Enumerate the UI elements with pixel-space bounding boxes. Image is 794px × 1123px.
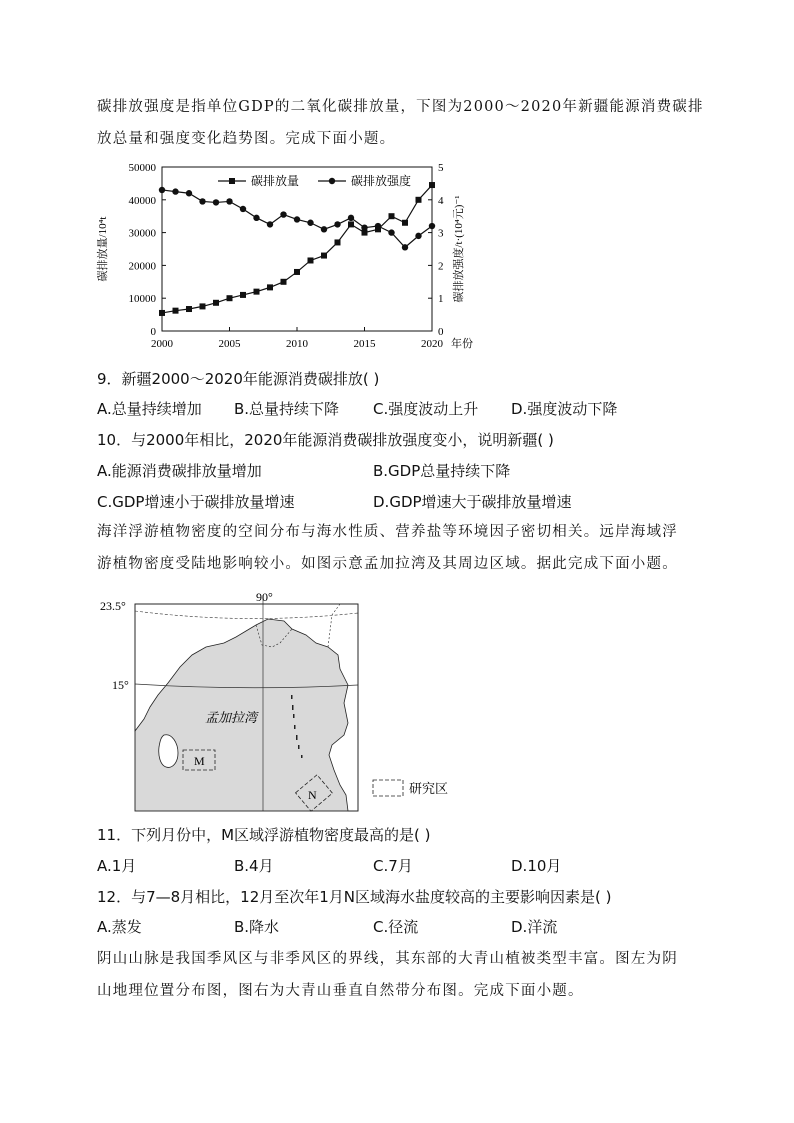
question-11-stem: 11．下列月份中，M区域浮游植物密度最高的是( ) [97, 826, 431, 844]
left-tick-label: 0 [150, 326, 156, 338]
carbon-emission-chart [90, 155, 490, 360]
question-12-option-c[interactable]: C.径流 [373, 918, 419, 936]
emission-point [200, 303, 206, 309]
x-tick-label: 2020 [421, 338, 443, 350]
intensity-point [280, 211, 286, 217]
question-12-option-b[interactable]: B.降水 [234, 918, 280, 936]
intensity-point [334, 221, 340, 227]
intro-paragraph-2-line-2: 游植物密度受陆地影响较小。如图示意孟加拉湾及其周边区域。据此完成下面小题。 [97, 556, 678, 572]
question-11-option-d[interactable]: D.10月 [511, 857, 562, 875]
intensity-point [159, 187, 165, 193]
intensity-point [186, 190, 192, 196]
emission-point [416, 197, 422, 203]
left-tick-label: 20000 [128, 260, 156, 273]
emission-point [335, 239, 341, 245]
legend-symbol [373, 780, 403, 796]
left-tick-label: 10000 [128, 293, 156, 306]
right-tick-label: 1 [438, 293, 444, 306]
emission-point [389, 213, 395, 219]
emission-point [294, 269, 300, 275]
emission-point [429, 182, 435, 188]
intensity-point [213, 199, 219, 205]
intro-paragraph-1-line-1: 碳排放强度是指单位GDP的二氧化碳排放量，下图为2000～2020年新疆能源消费碳排 [97, 99, 704, 115]
legend-marker-circle [329, 178, 335, 184]
intensity-point [348, 215, 354, 221]
intro-paragraph-2-line-1: 海洋浮游植物密度的空间分布与海水性质、营养盐等环境因子密切相关。远岸海域浮 [97, 524, 678, 540]
x-tick-label: 2010 [286, 338, 308, 350]
x-tick-label: 2015 [353, 338, 376, 350]
emission-point [213, 300, 219, 306]
legend-label-1: 碳排放量 [251, 174, 300, 188]
intensity-point [361, 224, 367, 230]
question-10-option-c[interactable]: C.GDP增速小于碳排放量增速 [97, 493, 295, 511]
left-tick-label: 30000 [128, 227, 156, 240]
intensity-point [226, 198, 232, 204]
bay-of-bengal-map [96, 585, 466, 815]
intensity-point [402, 244, 408, 250]
emission-point [402, 220, 408, 226]
intensity-point [294, 216, 300, 222]
emission-point [186, 306, 192, 312]
intensity-point [172, 188, 178, 194]
right-tick-label: 0 [438, 326, 444, 338]
intensity-point [388, 229, 394, 235]
lat-mid-label: 15° [112, 678, 129, 692]
x-axis-suffix: 年份 [451, 338, 473, 350]
emission-point [159, 310, 165, 316]
lon-label: 90° [256, 590, 273, 604]
question-9-option-a[interactable]: A.总量持续增加 [97, 400, 202, 418]
question-12-option-d[interactable]: D.洋流 [511, 918, 558, 936]
question-11-option-a[interactable]: A.1月 [97, 857, 137, 875]
intensity-point [415, 233, 421, 239]
question-11-option-b[interactable]: B.4月 [234, 857, 274, 875]
intensity-point [267, 221, 273, 227]
left-axis-title: 碳排放量/10⁴t [97, 216, 109, 282]
emission-point [348, 221, 354, 227]
right-tick-label: 2 [438, 260, 444, 273]
question-10-stem: 10．与2000年相比，2020年能源消费碳排放强度变小，说明新疆( ) [97, 431, 554, 449]
intensity-point [240, 206, 246, 212]
legend-label: 研究区 [409, 781, 449, 796]
x-tick-label: 2000 [151, 338, 173, 350]
intensity-point [321, 226, 327, 232]
intensity-point [307, 220, 313, 226]
box-n-label: N [308, 788, 317, 802]
emission-point [227, 295, 233, 301]
question-12-stem: 12．与7—8月相比，12月至次年1月N区域海水盐度较高的主要影响因素是( ) [97, 888, 612, 906]
question-12-option-a[interactable]: A.蒸发 [97, 918, 142, 936]
x-tick-label: 2005 [218, 338, 241, 350]
intro-paragraph-1-line-2: 放总量和强度变化趋势图。完成下面小题。 [97, 131, 396, 147]
right-axis-title: 碳排放强度/t·(10⁴元)⁻¹ [453, 195, 465, 303]
question-10-option-d[interactable]: D.GDP增速大于碳排放量增速 [373, 493, 572, 511]
legend-label-2: 碳排放强度 [351, 174, 412, 188]
right-tick-label: 5 [438, 162, 444, 174]
emission-point [240, 292, 246, 298]
right-tick-label: 4 [438, 194, 444, 207]
intensity-point [375, 223, 381, 229]
question-9-option-b[interactable]: B.总量持续下降 [234, 400, 340, 418]
box-m-label: M [194, 754, 205, 768]
intensity-point [253, 215, 259, 221]
intensity-point [199, 198, 205, 204]
emission-point [308, 257, 314, 263]
lat-top-label: 23.5° [100, 599, 126, 613]
emission-point [321, 253, 327, 259]
intro-paragraph-3-line-2: 山地理位置分布图，图右为大青山垂直自然带分布图。完成下面小题。 [97, 983, 584, 999]
question-9-option-d[interactable]: D.强度波动下降 [511, 400, 618, 418]
left-tick-label: 40000 [128, 194, 156, 207]
right-tick-label: 3 [438, 227, 444, 240]
intensity-point [429, 223, 435, 229]
emission-point [267, 284, 273, 290]
question-10-option-b[interactable]: B.GDP总量持续下降 [373, 462, 511, 480]
emission-point [281, 279, 287, 285]
intro-paragraph-3-line-1: 阴山山脉是我国季风区与非季风区的界线，其东部的大青山植被类型丰富。图左为阴 [97, 951, 678, 967]
question-10-option-a[interactable]: A.能源消费碳排放量增加 [97, 462, 262, 480]
question-9-option-c[interactable]: C.强度波动上升 [373, 400, 479, 418]
question-11-option-c[interactable]: C.7月 [373, 857, 413, 875]
bay-label: 孟加拉湾 [205, 710, 258, 725]
legend-marker-square [229, 178, 235, 184]
emission-point [173, 308, 179, 314]
left-tick-label: 50000 [128, 162, 156, 174]
emission-point [254, 289, 260, 295]
question-9-stem: 9．新疆2000～2020年能源消费碳排放( ) [97, 370, 380, 388]
